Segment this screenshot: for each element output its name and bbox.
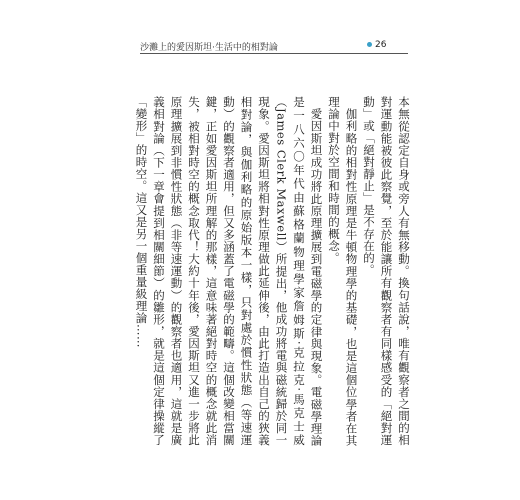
paragraph-2: 伽利略的相對性原理是牛頓物理學的基礎，也是這個位學者在其理論中對於空間和時間的概念。 bbox=[327, 96, 359, 446]
paragraph-3: 愛因斯坦成功將此原理擴展到電磁學的定律與現象。電磁學理論是一八六〇年代由蘇格蘭物理學家詹姆斯‧克拉克‧馬克士威（James Clerk Maxwell）所提出，他成功將電與磁統歸於同一現象。愛因斯坦將相對性原理做此延伸後，由此打造出自己的狹義相對論，與伽利略的原始版本一樣，只對處於慣性狀態（等速運動）的觀察者適用，但又多涵蓋了電磁學的範疇。這個改變相當關鍵，正如愛因斯坦所理解的那樣，這意味著絕對時空的概念就此消失，被相對時空的概念取代！大約十年後，愛因斯坦又進一步將此原理擴展到非慣性狀態（非等速運動）的觀察者也適用，這就是廣義相對論（下一章會提到相關細節）的雛形，就是這個定律操縱了「變形」的時空。這又是另一個重量級理論…… bbox=[134, 96, 324, 446]
vertical-body-text bbox=[134, 96, 412, 446]
dot-icon bbox=[367, 42, 372, 47]
paragraph-1: 本無從認定自身或旁人有無移動。換句話說，唯有觀察者之間的相對運動能被彼此察覺，至於能讓所有觀察者有同樣感受的「絕對運動」或「絕對靜止」是不存在的。 bbox=[362, 96, 411, 446]
header-divider bbox=[140, 53, 408, 54]
page-number: 26 bbox=[375, 40, 387, 50]
running-header-title: 沙灘上的愛因斯坦‧生活中的相對論 bbox=[140, 43, 278, 53]
page-number-block bbox=[367, 40, 386, 50]
